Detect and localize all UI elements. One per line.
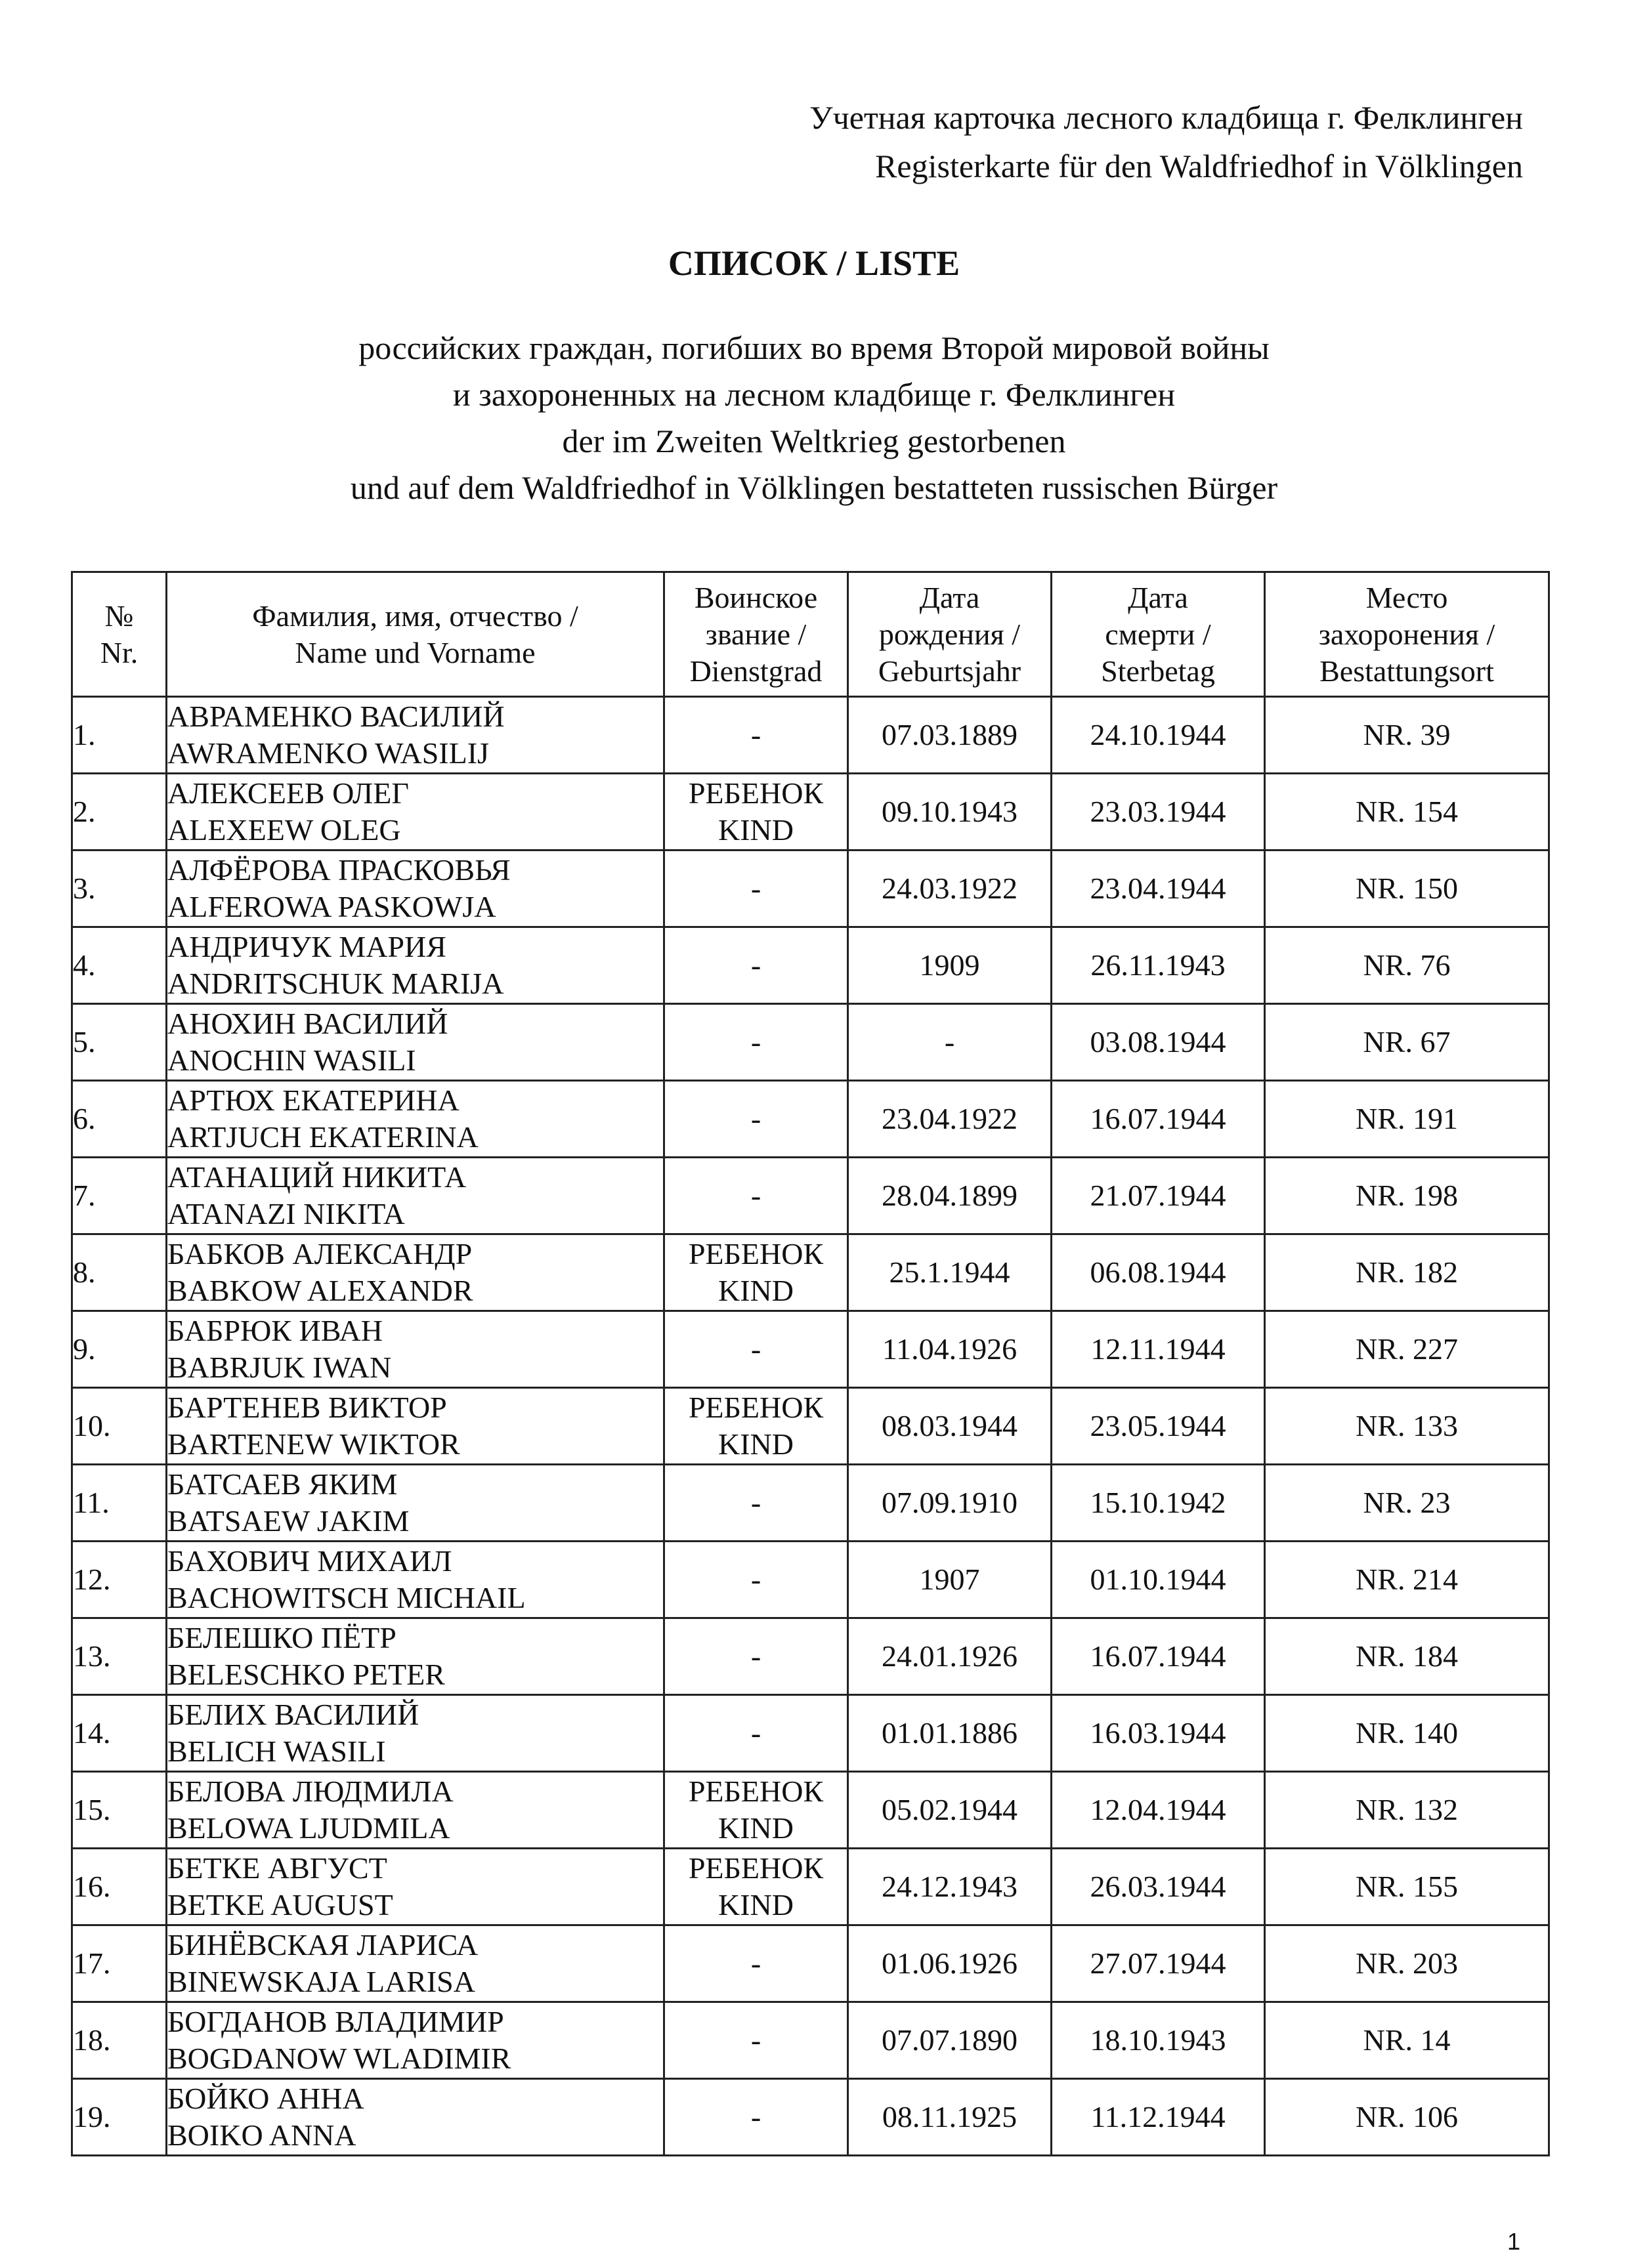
military-rank [664, 697, 848, 774]
table-row [72, 850, 1549, 927]
rank-ru: - [750, 1332, 761, 1366]
name-ru: АНДРИЧУК МАРИЯ [167, 930, 446, 963]
table-header-row [72, 572, 1549, 697]
table-row [72, 1388, 1549, 1465]
person-name [167, 1618, 664, 1695]
rank-ru: - [750, 2023, 761, 2057]
burial-place: NR. 14 [1265, 2002, 1549, 2079]
birth-date: 23.04.1922 [848, 1081, 1052, 1158]
burial-place: NR. 214 [1265, 1542, 1549, 1618]
name-ru: БОГДАНОВ ВЛАДИМИР [167, 2005, 504, 2038]
name-de: BABRJUK IWAN [167, 1351, 392, 1384]
birth-date: 24.01.1926 [848, 1618, 1052, 1695]
name-ru: БИНЁВСКАЯ ЛАРИСА [167, 1928, 479, 1962]
death-date: 24.10.1944 [1052, 697, 1265, 774]
table-row [72, 774, 1549, 850]
person-name [167, 1004, 664, 1081]
rank-de: KIND [718, 1274, 794, 1307]
death-date: 16.07.1944 [1052, 1618, 1265, 1695]
column-header-birth-date: Дата рождения / Geburtsjahr [848, 572, 1052, 697]
death-date: 15.10.1942 [1052, 1465, 1265, 1542]
page-title: СПИСОК / LISTE [668, 243, 960, 283]
rank-ru: РЕБЕНОК [688, 1851, 824, 1885]
name-ru: АВРАМЕНКО ВАСИЛИЙ [167, 700, 505, 733]
row-number: 5. [72, 1004, 167, 1081]
row-number: 8. [72, 1234, 167, 1311]
death-date: 12.11.1944 [1052, 1311, 1265, 1388]
birth-date: 28.04.1899 [848, 1158, 1052, 1234]
death-date: 01.10.1944 [1052, 1542, 1265, 1618]
person-name [167, 1081, 664, 1158]
death-date: 06.08.1944 [1052, 1234, 1265, 1311]
birth-date: 05.02.1944 [848, 1772, 1052, 1849]
page-number: 1 [1507, 2228, 1521, 2255]
person-name [167, 850, 664, 927]
rank-ru: - [750, 1486, 761, 1519]
burial-place: NR. 39 [1265, 697, 1549, 774]
column-header-number: № Nr. [72, 572, 167, 697]
rank-ru: - [750, 1102, 761, 1135]
person-name [167, 1311, 664, 1388]
military-rank [664, 1081, 848, 1158]
subtitle-line-3: der im Zweiten Weltkrieg gestorbenen [562, 423, 1066, 459]
military-rank [664, 1772, 848, 1849]
table-row [72, 1158, 1549, 1234]
person-name [167, 1388, 664, 1465]
birth-date: 24.03.1922 [848, 850, 1052, 927]
birth-date: 07.09.1910 [848, 1465, 1052, 1542]
row-number: 9. [72, 1311, 167, 1388]
person-name [167, 1158, 664, 1234]
table-row [72, 1542, 1549, 1618]
name-ru: БЕТКЕ АВГУСТ [167, 1851, 387, 1885]
name-de: BETKE AUGUST [167, 1888, 393, 1922]
rank-ru: - [750, 948, 761, 982]
name-ru: БАБКОВ АЛЕКСАНДР [167, 1237, 473, 1270]
name-de: BABKOW ALEXANDR [167, 1274, 473, 1307]
name-ru: БАХОВИЧ МИХАИЛ [167, 1544, 452, 1578]
rank-de: KIND [718, 813, 794, 847]
table-row [72, 697, 1549, 774]
birth-date: 1909 [848, 927, 1052, 1004]
table-row [72, 1081, 1549, 1158]
rank-ru: - [750, 1179, 761, 1212]
burial-place: NR. 106 [1265, 2079, 1549, 2156]
row-number: 17. [72, 1925, 167, 2002]
military-rank [664, 1695, 848, 1772]
burial-place: NR. 184 [1265, 1618, 1549, 1695]
birth-date: 01.01.1886 [848, 1695, 1052, 1772]
row-number: 2. [72, 774, 167, 850]
death-date: 03.08.1944 [1052, 1004, 1265, 1081]
military-rank [664, 1388, 848, 1465]
row-number: 6. [72, 1081, 167, 1158]
row-number: 14. [72, 1695, 167, 1772]
death-date: 23.05.1944 [1052, 1388, 1265, 1465]
military-rank [664, 774, 848, 850]
name-de: BATSAEW JAKIM [167, 1504, 410, 1538]
military-rank [664, 2002, 848, 2079]
military-rank [664, 1311, 848, 1388]
subtitle-line-1: российских граждан, погибших во время Второй мировой войны [358, 329, 1270, 366]
name-ru: АТАНАЦИЙ НИКИТА [167, 1160, 467, 1194]
birth-date: 07.07.1890 [848, 2002, 1052, 2079]
person-name [167, 1542, 664, 1618]
row-number: 3. [72, 850, 167, 927]
rank-ru: - [750, 1639, 761, 1673]
burial-place: NR. 198 [1265, 1158, 1549, 1234]
death-date: 16.03.1944 [1052, 1695, 1265, 1772]
birth-date: 01.06.1926 [848, 1925, 1052, 2002]
military-rank [664, 1004, 848, 1081]
row-number: 15. [72, 1772, 167, 1849]
rank-ru: - [750, 1716, 761, 1750]
table-row [72, 2079, 1549, 2156]
burial-place: NR. 76 [1265, 927, 1549, 1004]
rank-ru: - [750, 718, 761, 751]
name-de: BELESCHKO PETER [167, 1658, 445, 1691]
row-number: 12. [72, 1542, 167, 1618]
rank-de: KIND [718, 1888, 794, 1922]
column-header-death-date: Дата смерти / Sterbetag [1052, 572, 1265, 697]
rank-ru: - [750, 1025, 761, 1059]
birth-date: 11.04.1926 [848, 1311, 1052, 1388]
burial-place: NR. 154 [1265, 774, 1549, 850]
name-de: ALEXEEW OLEG [167, 813, 401, 847]
table-row [72, 927, 1549, 1004]
birth-date: 07.03.1889 [848, 697, 1052, 774]
person-name [167, 1849, 664, 1925]
name-de: BINEWSKAJA LARISA [167, 1965, 475, 1998]
row-number: 11. [72, 1465, 167, 1542]
death-date: 26.11.1943 [1052, 927, 1265, 1004]
row-number: 4. [72, 927, 167, 1004]
name-de: BELOWA LJUDMILA [167, 1811, 450, 1845]
birth-date: 09.10.1943 [848, 774, 1052, 850]
header-line-ru: Учетная карточка лесного кладбища г. Фелклинген [809, 99, 1523, 136]
person-name [167, 1925, 664, 2002]
burial-place: NR. 133 [1265, 1388, 1549, 1465]
subtitle-line-2: и захороненных на лесном кладбище г. Фелклинген [452, 376, 1176, 413]
burial-place: NR. 140 [1265, 1695, 1549, 1772]
name-ru: БАРТЕНЕВ ВИКТОР [167, 1391, 447, 1424]
row-number: 7. [72, 1158, 167, 1234]
birth-date: 08.03.1944 [848, 1388, 1052, 1465]
table-row [72, 2002, 1549, 2079]
header-line-de: Registerkarte für den Waldfriedhof in Völklingen [875, 148, 1523, 184]
person-name [167, 2079, 664, 2156]
death-date: 23.03.1944 [1052, 774, 1265, 850]
burial-place: NR. 227 [1265, 1311, 1549, 1388]
name-ru: БОЙКО АННА [167, 2082, 364, 2115]
death-date: 23.04.1944 [1052, 850, 1265, 927]
person-name [167, 2002, 664, 2079]
name-de: BOGDANOW WLADIMIR [167, 2042, 511, 2075]
name-de: BARTENEW WIKTOR [167, 1427, 460, 1461]
name-ru: АЛЕКСЕЕВ ОЛЕГ [167, 776, 409, 810]
row-number: 18. [72, 2002, 167, 2079]
burial-place: NR. 67 [1265, 1004, 1549, 1081]
person-name [167, 697, 664, 774]
military-rank [664, 1465, 848, 1542]
burial-register-table [71, 571, 1550, 2156]
person-name [167, 1465, 664, 1542]
birth-date: - [848, 1004, 1052, 1081]
name-de: ANOCHIN WASILI [167, 1043, 416, 1077]
name-ru: АНОХИН ВАСИЛИЙ [167, 1007, 448, 1040]
table-row [72, 1772, 1549, 1849]
rank-de: KIND [718, 1427, 794, 1461]
rank-ru: - [750, 872, 761, 905]
column-header-name: Фамилия, имя, отчество / Name und Vorname [167, 572, 664, 697]
person-name [167, 1772, 664, 1849]
burial-place: NR. 155 [1265, 1849, 1549, 1925]
document-header [809, 93, 1523, 190]
military-rank [664, 2079, 848, 2156]
burial-place: NR. 203 [1265, 1925, 1549, 2002]
death-date: 12.04.1944 [1052, 1772, 1265, 1849]
name-de: ANDRITSCHUK MARIJA [167, 967, 504, 1000]
rank-ru: - [750, 1563, 761, 1596]
military-rank [664, 1234, 848, 1311]
table-row [72, 1004, 1549, 1081]
name-ru: БАБРЮК ИВАН [167, 1314, 383, 1347]
birth-date: 1907 [848, 1542, 1052, 1618]
military-rank [664, 1849, 848, 1925]
death-date: 27.07.1944 [1052, 1925, 1265, 2002]
burial-place: NR. 182 [1265, 1234, 1549, 1311]
military-rank [664, 1158, 848, 1234]
name-de: BACHOWITSCH MICHAIL [167, 1581, 526, 1614]
row-number: 13. [72, 1618, 167, 1695]
table-row [72, 1925, 1549, 2002]
name-ru: АЛФЁРОВА ПРАСКОВЬЯ [167, 853, 511, 887]
person-name [167, 1234, 664, 1311]
death-date: 18.10.1943 [1052, 2002, 1265, 2079]
table-row [72, 1465, 1549, 1542]
military-rank [664, 850, 848, 927]
death-date: 11.12.1944 [1052, 2079, 1265, 2156]
name-de: ARTJUCH EKATERINA [167, 1120, 479, 1154]
name-de: AWRAMENKO WASILIJ [167, 736, 489, 770]
column-header-burial-place: Место захоронения / Bestattungsort [1265, 572, 1549, 697]
name-de: BELICH WASILI [167, 1734, 386, 1768]
death-date: 21.07.1944 [1052, 1158, 1265, 1234]
rank-ru: РЕБЕНОК [688, 776, 824, 810]
death-date: 26.03.1944 [1052, 1849, 1265, 1925]
subtitle-line-4: und auf dem Waldfriedhof in Völklingen bestatteten russischen Bürger [350, 469, 1278, 506]
rank-ru: РЕБЕНОК [688, 1391, 824, 1424]
table-body [72, 697, 1549, 2156]
military-rank [664, 1618, 848, 1695]
rank-ru: РЕБЕНОК [688, 1774, 824, 1808]
table-row [72, 1618, 1549, 1695]
name-ru: БЕЛИХ ВАСИЛИЙ [167, 1698, 419, 1731]
name-ru: АРТЮХ ЕКАТЕРИНА [167, 1083, 460, 1117]
military-rank [664, 1925, 848, 2002]
rank-ru: РЕБЕНОК [688, 1237, 824, 1270]
rank-ru: - [750, 1946, 761, 1980]
burial-place: NR. 132 [1265, 1772, 1549, 1849]
row-number: 1. [72, 697, 167, 774]
name-ru: БЕЛЕШКО ПЁТР [167, 1621, 396, 1654]
table-row [72, 1234, 1549, 1311]
table-row [72, 1695, 1549, 1772]
birth-date: 08.11.1925 [848, 2079, 1052, 2156]
birth-date: 24.12.1943 [848, 1849, 1052, 1925]
name-ru: БЕЛОВА ЛЮДМИЛА [167, 1774, 454, 1808]
row-number: 10. [72, 1388, 167, 1465]
row-number: 19. [72, 2079, 167, 2156]
person-name [167, 927, 664, 1004]
name-de: BOIKO ANNA [167, 2118, 356, 2152]
name-ru: БАТСАЕВ ЯКИМ [167, 1467, 398, 1501]
table-row [72, 1311, 1549, 1388]
military-rank [664, 927, 848, 1004]
name-de: ALFEROWA PASKOWJA [167, 890, 496, 923]
person-name [167, 774, 664, 850]
burial-place: NR. 150 [1265, 850, 1549, 927]
column-header-rank: Воинское звание / Dienstgrad [664, 572, 848, 697]
military-rank [664, 1542, 848, 1618]
birth-date: 25.1.1944 [848, 1234, 1052, 1311]
table-row [72, 1849, 1549, 1925]
burial-place: NR. 23 [1265, 1465, 1549, 1542]
rank-de: KIND [718, 1811, 794, 1845]
name-de: ATANAZI NIKITA [167, 1197, 405, 1230]
person-name [167, 1695, 664, 1772]
row-number: 16. [72, 1849, 167, 1925]
subtitle [0, 325, 1628, 511]
death-date: 16.07.1944 [1052, 1081, 1265, 1158]
rank-ru: - [750, 2100, 761, 2133]
burial-place: NR. 191 [1265, 1081, 1549, 1158]
